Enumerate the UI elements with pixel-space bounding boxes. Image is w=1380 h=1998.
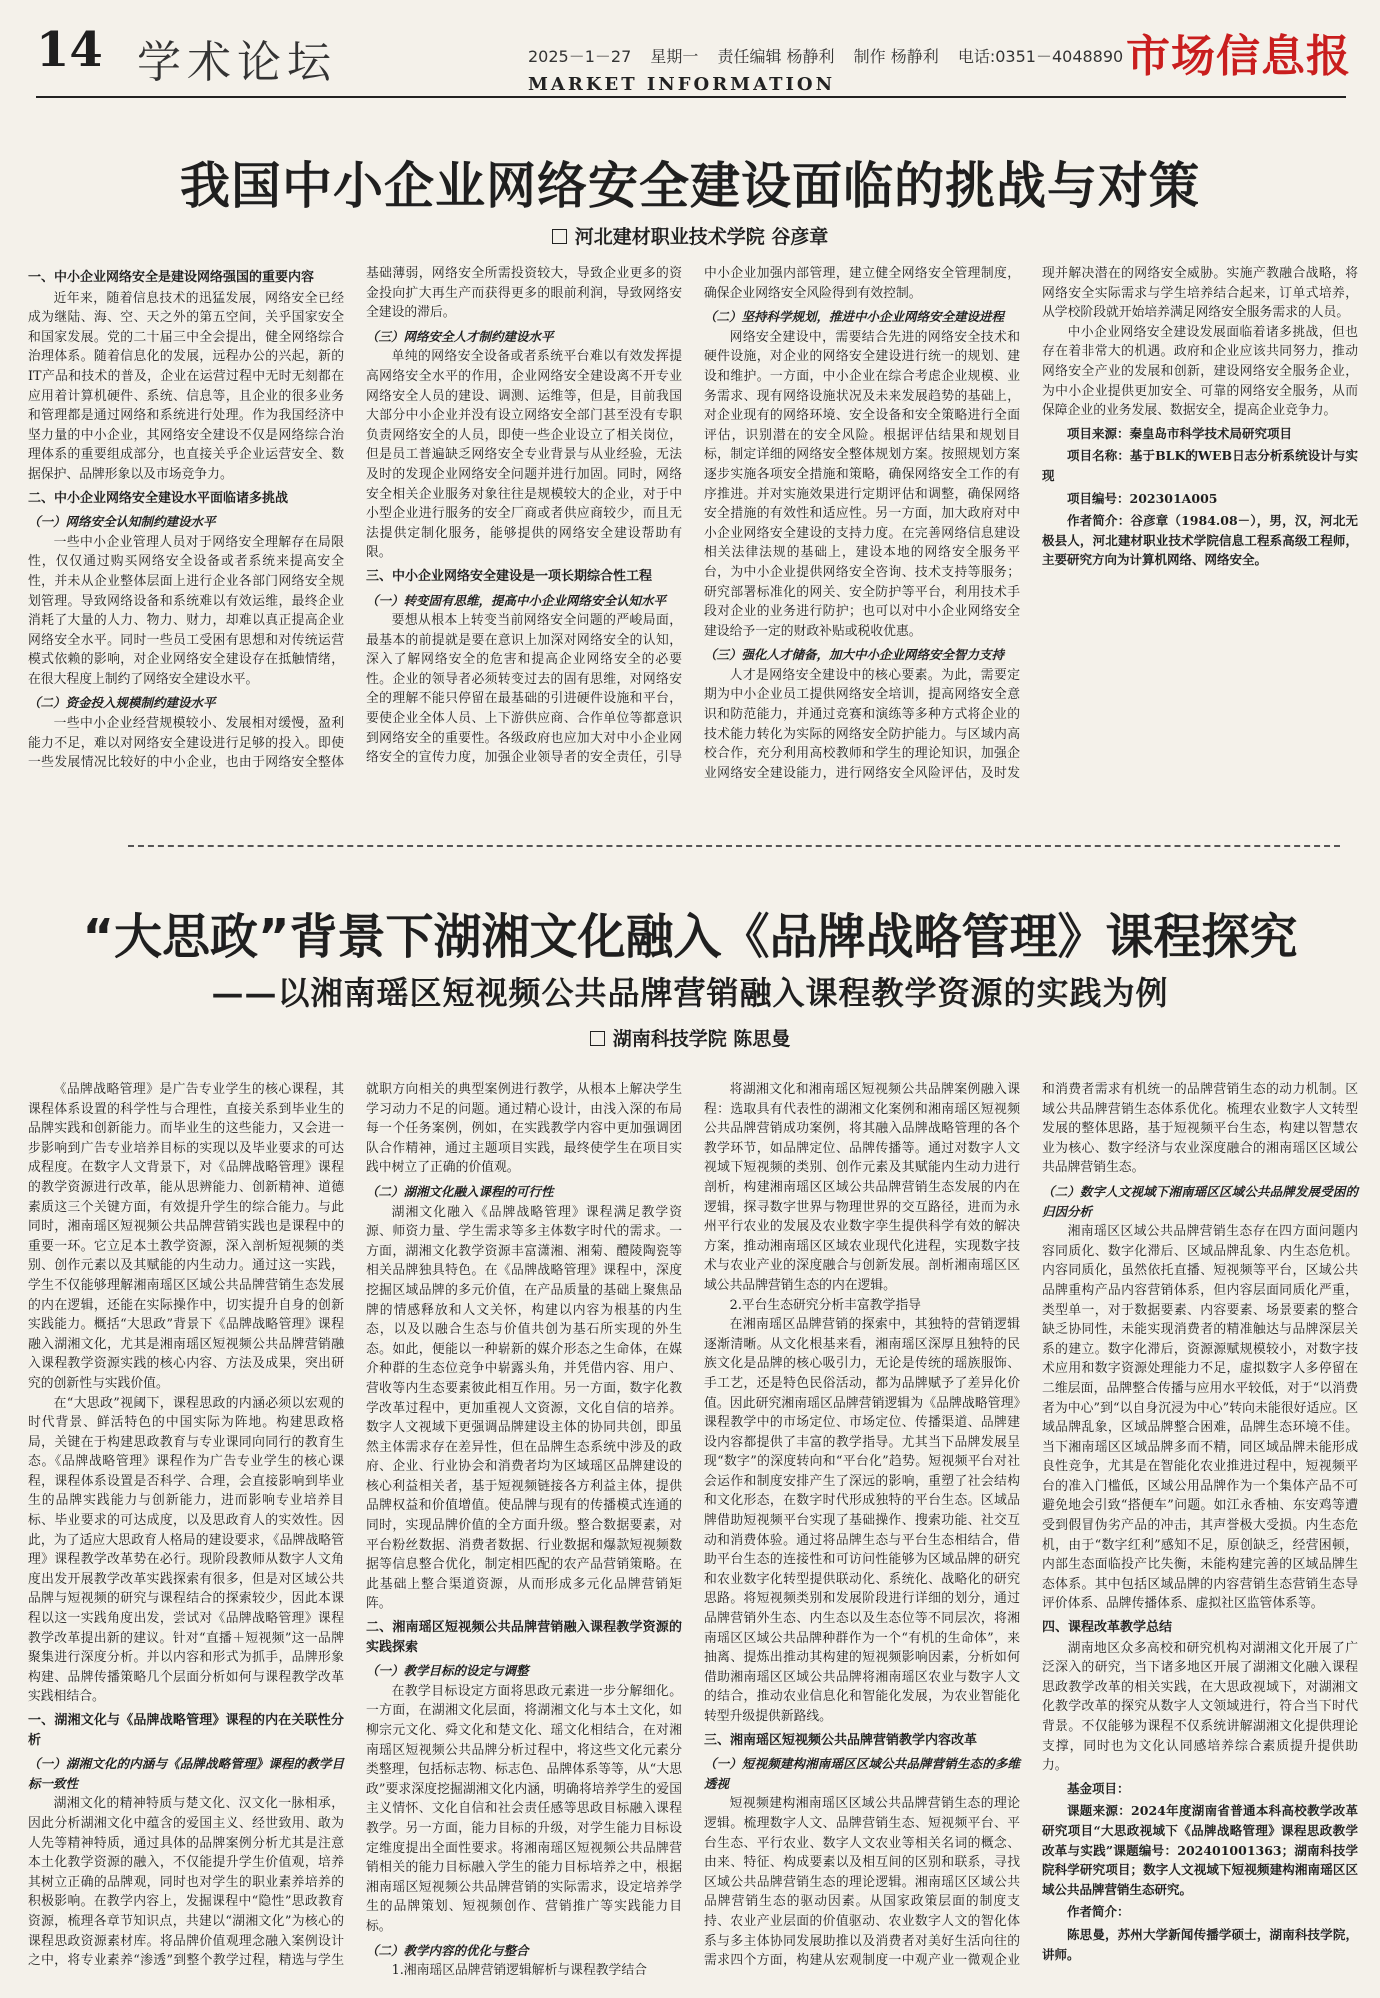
article2-heading-3: 三、湘南瑶区短视频公共品牌营销教学内容改革 (704, 1732, 978, 1748)
phone-number: 电话:0351－4048890 (957, 47, 1124, 66)
header-rule (36, 96, 1346, 98)
article1-subheading: （二）资金投入规模制约建设水平 (28, 695, 216, 711)
producer-credit: 制作 杨静利 (853, 47, 939, 66)
header-info (528, 44, 1137, 67)
article2-author-line (0, 1024, 1380, 1051)
article2-subheading: （二）湖湘文化融入课程的可行性 (366, 1183, 554, 1199)
article1-heading-1: 一、中小企业网络安全是建设网络强国的重要内容 (28, 270, 315, 285)
article2-paragraph: 短视频建构湘南瑶区区域公共品牌营销生态的理论逻辑。梳理数字人文、品牌营销生态、短视频平台、平台生态、平行农业、数字人文农业等相关名词的概念、由来、特征、构成要素以及相互间的区别和联系，寻找区域公共品牌营销生态的理论逻辑。湘南瑶区区域公共品牌营销生态的驱动因素。从国家政策层面的制度支持、农业产业层面的价值驱动、农业数字人文的智化体系与多主体协同发展助推以及消费者对美好生活向往的需求四个方面，构建从宏观制度一中观产业一微观企业和消费者需求有机统一的品牌营销生态的动力机制。区域公共品牌营销生态体系优化。梳理农业数字人文转型发展的整体思路，基于短视频平台生态，构建以智慧农业为核心、数字经济与农业深度融合的湘南瑶区区域公共品牌营销生态。 (704, 1082, 1358, 1969)
page-header (0, 0, 1380, 96)
fund-source: 课题来源：2024年度湖南省普通本科高校教学改革研究项目“大思政视域下《品牌战略管理》课程思政教学改革与实践”课题编号：202401001363；湖南科技学院科学研究项目；数字人文视域下短视频建构湘南瑶区区域公共品牌营销生态研究。 (1042, 1803, 1358, 1897)
article2-subheading: （一）教学目标的设定与调整 (366, 1663, 529, 1679)
article2-body (28, 1080, 1358, 1986)
article1-heading-2: 二、中小企业网络安全建设水平面临诸多挑战 (28, 490, 289, 506)
issue-date: 2025－1－27 (528, 47, 632, 66)
author-bio-label: 作者简介： (1067, 1904, 1130, 1920)
article-divider (128, 845, 1340, 847)
article1-paragraph: 人才是网络安全建设中的核心要素。为此，需要定期为中小企业员工提供网络安全培训，提高网络安全意识和防范能力，并通过竞赛和演练等多种方式将企业的技术能力转化为实际的网络安全防护能力。与区域内高校合作，充分利用高校教师和学生的理论知识，加强企业网络安全建设能力，进行网络安全风险评估，及时发现并解决潜在的网络安全威胁。实施产教融合战略，将网络安全实际需求与学生培养结合起来，订单式培养，从学校阶段就开始培养满足网络安全服务需求的人员。 (704, 266, 1358, 781)
paper-english-name: MARKET INFORMATION (528, 74, 836, 95)
article1-author-line (0, 222, 1380, 249)
article2-title: “大思政”背景下湖湘文化融入《品牌战略管理》课程探究 (82, 909, 1298, 965)
byline-box-icon (590, 1031, 605, 1046)
article2-subheading: （二）数字人文视域下湘南瑶区区域公共品牌发展受困的归因分析 (1042, 1183, 1358, 1219)
article1-paragraph: 中小企业网络安全建设发展面临着诸多挑战，但也存在着非常大的机遇。政府和企业应该共同努力，推动网络安全产业的发展和创新，建设网络安全服务企业，为中小企业提供更加安全、可靠的网络安全服务，从而保障企业的业务发展、数据安全，提高企业竞争力。 (1042, 324, 1358, 419)
article2-paragraph: 在“大思政”视阈下，课程思政的内涵必须以宏观的时代背景、鲜活特色的中国实际为阵地。构建思政格局，关键在于构建思政教育与专业课同向同行的教育生态。《品牌战略管理》课程作为广告专业学生的核心课程，课程体系设置是否科学、合理，会直接影响到毕业生的品牌实践能力与创新能力，进而影响专业培养目标、毕业要求的可达成度，以及思政育人的实效性。因此，为了适应大思政育人格局的建设要求，《品牌战略管理》课程教学改革势在必行。现阶段教师从数字人文角度出发开展教学改革实践探索有很多，但是对区域公共品牌与短视频的研究与课程结合的探索较少，因此本课程以这一实践角度出发，尝试对《品牌战略管理》课程教学改革提出新的建议。针对“直播＋短视频”这一品牌聚集进行深度分析。并以内容和形式为抓手，品牌形象构建、品牌传播策略几个层面分析如何与课程教学改革实践相结合。 (28, 1395, 344, 1705)
issue-weekday: 星期一 (650, 47, 699, 66)
article2-paragraph: 在湘南瑶区品牌营销的探索中，其独特的营销逻辑逐渐清晰。从文化根基来看，湘南瑶区深厚且独特的民族文化是品牌的核心吸引力，无论是传统的瑶族服饰、手工艺，还是特色民俗活动，都为品牌赋予了差异化价值。因此研究湘南瑶区品牌营销逻辑为《品牌战略管理》课程教学中的市场定位、市场定位、传播渠道、品牌建设内容都提供了丰富的教学指导。尤其当下品牌发展呈现“数字”的深度转向和“平台化”趋势。短视频平台对社会运作和制度安排产生了深远的影响，重塑了社会结构和文化形态，在数字时代形成独特的平台生态。区域品牌借助短视频平台实现了基础操作、搜索功能、社交互动和消费体验。通过将品牌生态与平台生态相结合，借助平台生态的连接性和可访问性能够为区域品牌的研究和农业数字化转型提供联动化、系统化、战略化的研究思路。将短视频类别和发展阶段进行详细的划分，通过品牌营销外生态、内生态以及生态位等不同层次，将湘南瑶区区域公共品牌种群作为一个“有机的生命体”，来抽离、提炼出推动其构建的短视频影响因素，分析如何借助湘南瑶区区域公共品牌将湘南瑶区农业与数字人文的结合，推动农业信息化和智能化发展，为农业智能化转型升级提供新路线。 (704, 1317, 1020, 1724)
editor-credit: 责任编辑 杨静利 (717, 47, 835, 66)
article1-subheading: （三）强化人才储备，加大中小企业网络安全智力支持 (704, 647, 1005, 663)
article1-subheading: （一）转变固有思维，提高中小企业网络安全认知水平 (366, 592, 667, 608)
article2-paragraph: 湖南地区众多高校和研究机构对湖湘文化开展了广泛深入的研究，当下诸多地区开展了湖湘文化融入课程思政教学改革的相关实践，在大思政视域下，对湖湘文化教学改革的探究从数字人文领域进行，符合当下时代背景。不仅能够为课程不仅系统讲解湖湘文化提供理论支撑，同时也为文化认同感培养综合素质提升提供助力。 (1042, 1640, 1358, 1774)
masthead-logo: 市场信息报 (1126, 31, 1351, 82)
article1-body (28, 264, 1358, 792)
article2-paragraph: 《品牌战略管理》是广告专业学生的核心课程，其课程体系设置的科学性与合理性，直接关系到毕业生的品牌实践和创新能力。而毕业生的这些能力，又会进一步影响到广告专业培养目标的实现以及毕业要求的可达成程度。在数字人文背景下，对《品牌战略管理》课程的教学资源进行改革，能从思辨能力、创新精神、道德素质这三个关键方面，有效提升学生的综合能力。与此同时，湘南瑶区短视频公共品牌营销实践也是课程中的重要一环。它立足本土教学资源，深入剖析短视频的类别、创作元素以及其赋能的内生动力。通过这一实践，学生不仅能够理解湘南瑶区区域公共品牌营销生态发展的内在逻辑，还能在实际操作中，切实提升自身的创新实践能力。概括“大思政”背景下《品牌战略管理》课程融入湖湘文化，尤其是湘南瑶区短视频公共品牌营销融入课程教学资源实践的核心内容、方法及成果，突出研究的创新性与实践价值。 (28, 1082, 344, 1391)
author-bio: 作者简介：谷彦章（1984.08－），男，汉，河北无极县人，河北建材职业技术学院信息工程系高级工程师，主要研究方向为计算机网络、网络安全。 (1042, 513, 1358, 568)
article2-paragraph: 1.湘南瑶区品牌营销逻辑解析与课程教学结合 (391, 1963, 647, 1979)
article2-paragraph: 将湖湘文化和湘南瑶区短视频公共品牌案例融入课程：选取具有代表性的湖湘文化案例和湘南瑶区短视频公共品牌营销成功案例，将其融入品牌战略管理的各个教学环节，如品牌定位、品牌传播等。通过对数字人文视域下短视频的类别、创作元素及其赋能内生动力进行剖析，构建湘南瑶区区域公共品牌营销生态发展的内在逻辑，探寻数字世界与物理世界的交互路径，进而为永州平行农业的发展及农业数字孪生提供科学有效的解决方案，推动湘南瑶区区域农业现代化进程，实现数字技术与农业产业的深度融合与创新发展。剖析湘南瑶区区域公共品牌营销生态的内在逻辑。 (704, 1082, 1020, 1293)
section-title: 学术论坛 (137, 37, 337, 88)
article1-paragraph: 单纯的网络安全设备或者系统平台难以有效发挥提高网络安全水平的作用，企业网络安全建设离不开专业网络安全人员的建设、调测、运维等，但是，目前我国大部分中小企业并没有设立网络安全部门甚至没有专职负责网络安全的人员，即使一些企业设立了相关岗位，但是员工普遍缺乏网络安全专业背景与从业经验，无法及时的发现企业网络安全问题并进行加固。同时，网络安全相关企业服务对象往往是规模较大的企业，对于中小型企业进行服务的安全厂商或者供应商较少，而且无法提供定制化服务，能够提供的网络安全建设帮助有限。 (366, 349, 682, 561)
article2-paragraph: 湖湘文化的精神特质与楚文化、汉文化一脉相承，因此分析湖湘文化中蕴含的爱国主义、经世致用、敢为人先等精神特质，通过具体的品牌案例分析尤其是注意本土化教学资源的融入，不仅能提升学生价值观，培养其树立正确的品牌观，同时也对学生的职业素养培养的积极影响。在教学内容上，发掘课程中“隐性”思政教育资源，梳理各章节知识点，共建以“湖湘文化”为核心的课程思政资源素材库。将品牌价值观理念融入案例设计之中，将专业素养“渗透”到整个教学过程，精选与学生就职方向相关的典型案例进行教学，从根本上解决学生学习动力不足的问题。通过精心设计，由浅入深的布局每一个任务案例，例如，在实践教学内容中更加强调团队合作精神，通过主题项目实践，最终使学生在项目实践中树立了正确的价值观。 (28, 1082, 682, 1969)
article1-author: 河北建材职业技术学院 谷彦章 (574, 226, 829, 248)
article2-subheading: （二）教学内容的优化与整合 (366, 1942, 529, 1958)
article2-subheading: （一）短视频建构湘南瑶区区域公共品牌营销生态的多维透视 (704, 1756, 1020, 1791)
article1-subheading: （三）网络安全人才制约建设水平 (366, 328, 554, 344)
article2-paragraph: 在教学目标设定方面将思政元素进一步分解细化。一方面，在湖湘文化层面，将湖湘文化与本土文化，如柳宗元文化、舜文化和楚文化、瑶文化相结合，在对湘南瑶区短视频公共品牌分析过程中，将这些文化元素分类整理，包括标志物、标志色、品牌体系等等，从“大思政”要求深度挖掘湖湘文化内涵，明确将培养学生的爱国主义情怀、文化自信和社会责任感等思政目标融入课程教学。另一方面，能力目标的升级，对学生能力目标设定维度提出全面性要求。将湘南瑶区短视频公共品牌营销相关的能力目标融入学生的能力目标培养之中，根据湘南瑶区短视频公共品牌营销的实际需求，设定培养学生的品牌策划、短视频创作、营销推广等实践能力目标。 (366, 1683, 682, 1934)
article1-paragraph: 一些中小企业经营规模较小、发展相对缓慢，盈利能力不足，难以对网络安全建设进行足够的投入。即使一些发展情况比较好的中小企业，也由于网络安全整体基础薄弱，网络安全所需投资较大，导致企业更多的资金投向扩大再生产而获得更多的眼前利润，导致网络安全建设的滞后。 (28, 266, 682, 771)
byline-box-icon (552, 229, 567, 244)
article2-heading-1: 一、湖湘文化与《品牌战略管理》课程的内在关联性分析 (28, 1713, 344, 1748)
project-source: 项目来源：秦皇岛市科学技术局研究项目 (1067, 425, 1293, 441)
article2-subheading: （一）湖湘文化的内涵与《品牌战略管理》课程的教学目标一致性 (28, 1756, 344, 1791)
fund-label: 基金项目： (1067, 1780, 1130, 1796)
article2-heading-4: 四、课程改革教学总结 (1042, 1620, 1173, 1636)
article2-author: 湖南科技学院 陈思曼 (612, 1028, 791, 1050)
article2-paragraph: 湘南瑶区区域公共品牌营销生态存在四方面问题内容同质化、数字化滞后、区域品牌乱象、内生态危机。内容同质化，虽然依托直播、短视频等平台，区域公共品牌重构产品内容营销体系，但内容层面同质化严重，类型单一，对于数据要素、内容要素、场景要素的整合缺乏协同性，未能实现消费者的精准触达与品牌深层关系的建立。数字化滞后，资源源赋规模较小，对数字技术应用和数字资源处理能力不足，虚拟数字人多停留在二维层面，品牌整合传播与应用水平较低，对于“以消费者为中心”到“以自身沉浸为中心”转向未能很好适应。区域品牌乱象，区域品牌整合困难，品牌生态环境不佳。当下湘南瑶区区域品牌多而不精，同区域品牌未能形成良性竞争，尤其是在智能化农业推进过程中，短视频平台的准入门槛低，区域公用品牌作为一个集体产品不可避免地会引致“搭便车”问题。如江永香柚、东安鸡等遭受到假冒伪劣产品的冲击，其声誉极大受损。内生态危机，由于“数字红利”感知不足，原创缺乏，经营困顿，内部生态面临投产比失衡，未能构建完善的区域品牌生态体系。其中包括区域品牌的内容营销生态营销生态导评价体系、品牌传播体系、虚拟社区监管体系等。 (1042, 1224, 1358, 1612)
article1-paragraph: 近年来，随着信息技术的迅猛发展，网络安全已经成为继陆、海、空、天之外的第五空间，关乎国家安全和国家发展。党的二十届三中全会提出，健全网络综合治理体系。随着信息化的发展，远程办公的兴起，新的IT产品和技术的普及，企业在运营过程中无时无刻都在应用着计算机硬件、系统、信息等，且企业的很多业务和管理都是通过网络和系统进行处理。作为我国经济中坚力量的中小企业，其网络安全建设不仅是网络综合治理体系的重要组成部分，也直接关乎企业运营安全、数据保护、品牌形象以及市场竞争力。 (28, 290, 344, 482)
article2-subtitle: ——以湘南瑶区短视频公共品牌营销融入课程教学资源的实践为例 (211, 974, 1169, 1012)
article2-paragraph: 湖湘文化融入《品牌战略管理》课程满足教学资源、师资力量、学生需求等多主体数字时代的需求。一方面，湖湘文化教学资源丰富潇湘、湘菊、醴陵陶瓷等相关品牌独具特色。在《品牌战略管理》课程中，深度挖掘区域品牌的多元价值，在产品质量的基础上聚焦品牌的情感释放和人文关怀，构建以内容为根基的内生态，以及以融合生态与价值共创为基石所实现的外生态。如此，便能以一种崭新的媒介形态之生命体，在媒介种群的生态位竞争中崭露头角，并凭借内容、用户、营收等内生态要素彼此相互作用。另一方面，数字化教学改革过程中，更加重视人文资源，文化自信的培养。数字人文视域下更强调品牌建设主体的协同共创，即虽然主体需求存在差异性，但在品牌生态系统中涉及的政府、企业、行业协会和消费者均为区域瑶区品牌建设的核心利益相关者，基于短视频链接各方利益主体，提供品牌权益和价值增值。使品牌与现有的传播模式连通的同时，实现品牌价值的全方面升级。整合数据要素，对平台粉丝数据、消费者数据、行业数据和爆款短视频数据等信息整合优化，制定相匹配的农产品营销策略。在此基础上整合渠道资源，从而形成多元化品牌营销矩阵。 (366, 1204, 682, 1612)
article1-paragraph: 要想从根本上转变当前网络安全问题的严峻局面，最基本的前提就是要在意识上加深对网络安全的认知，深入了解网络安全的危害和提高企业网络安全的必要性。企业的领导者必须转变过去的固有思维，对网络安全的理解不能只停留在最基础的引进硬件设施和平台，要使企业全体人员、上下游供应商、合作单位等都意识到网络安全的重要性。各级政府也应加大对中小企业网络安全的宣传力度，加强企业领导者的安全责任，引导中小企业加强内部管理，建立健全网络安全管理制度，确保企业网络安全风险得到有效控制。 (366, 266, 1020, 766)
author-bio: 陈思曼，苏州大学新闻传播学硕士，湖南科技学院，讲师。 (1042, 1926, 1358, 1962)
article2-paragraph: 2.平台生态研究分析丰富教学指导 (729, 1297, 921, 1313)
article1-title: 我国中小企业网络安全建设面临的挑战与对策 (180, 157, 1200, 215)
article1-subheading: （一）网络安全认知制约建设水平 (28, 514, 216, 530)
article1-subheading: （二）坚持科学规划，推进中小企业网络安全建设进程 (704, 309, 1005, 325)
page-number: 14 (36, 22, 103, 78)
article2-heading-2: 二、湘南瑶区短视频公共品牌营销融入课程教学资源的实践探索 (366, 1620, 682, 1655)
article1-paragraph: 网络安全建设中，需要结合先进的网络安全技术和硬件设施，对企业的网络安全建设进行统一的规划、建设和维护。一方面，中小企业在综合考虑企业规模、业务需求、现有网络设施状况及未来发展趋势的基础上，对企业现有的网络环境、安全设备和安全策略进行全面评估，识别潜在的安全风险。根据评估结果和规划目标，制定详细的网络安全整体规划方案。按照规划方案逐步实施各项安全措施和策略，确保网络安全工作的有序推进。并对实施效果进行定期评估和调整，确保网络安全措施的有效性和适应性。另一方面，加大政府对中小企业网络安全建设的支持力度。在完善网络信息建设相关法律法规的基础上，建设本地的网络安全服务平台，为中小企业提供网络安全咨询、技术支持等服务；研究部署标准化的网关、安全防护等平台，利用技术手段对企业的业务进行防护；也可以对中小企业网络安全建设给予一定的财政补贴或税收优惠。 (704, 329, 1020, 639)
article1-paragraph: 一些中小企业管理人员对于网络安全理解存在局限性，仅仅通过购买网络安全设备或者系统来提高安全性，并未从企业整体层面上进行企业各部门网络安全规划管理。导致网络设备和系统难以有效运维，最终企业消耗了大量的人力、物力、财力，却难以真正提高企业网络安全水平。同时一些员工受困有思想和对传统运营模式依赖的影响，对企业网络安全建设存在抵触情绪，在很大程度上制约了网络安全建设水平。 (28, 534, 344, 687)
project-number: 项目编号：202301A005 (1067, 490, 1218, 506)
article1-heading-3: 三、中小企业网络安全建设是一项长期综合性工程 (366, 568, 653, 584)
project-name: 项目名称：基于BLK的WEB日志分析系统设计与实现 (1042, 448, 1358, 483)
